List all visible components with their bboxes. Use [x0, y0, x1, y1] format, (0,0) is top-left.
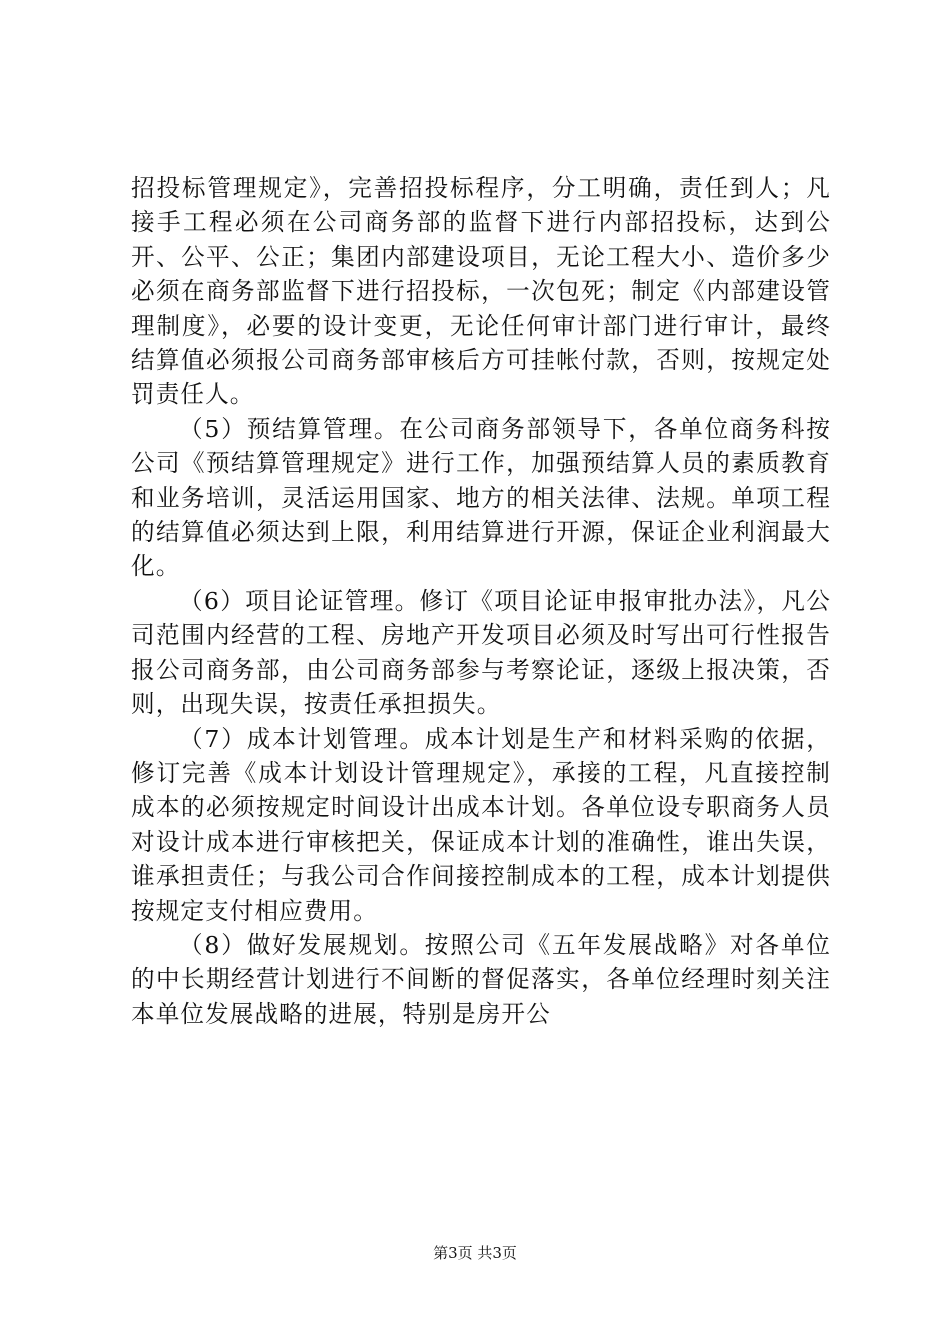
document-body: [131, 171, 831, 1031]
paragraph-project-appraisal: （6）项目论证管理。修订《项目论证申报审批办法》，凡公司范围内经营的工程、房地产开发项目必须及时写出可行性报告报公司商务部，由公司商务部参与考察论证，逐级上报决策，否则，出现失误，按责任承担损失。: [131, 586, 831, 719]
paragraph-budget-settlement: （5）预结算管理。在公司商务部领导下，各单位商务科按公司《预结算管理规定》进行工作，加强预结算人员的素质教育和业务培训，灵活运用国家、地方的相关法律、法规。单项工程的结算值必须达到上限，利用结算进行开源，保证企业利润最大化。: [131, 414, 831, 581]
paragraph-development-plan: （8）做好发展规划。按照公司《五年发展战略》对各单位的中长期经营计划进行不间断的督促落实，各单位经理时刻关注本单位发展战略的进展，特别是房开公: [131, 930, 831, 1028]
paragraph-continuation: 招投标管理规定》，完善招投标程序，分工明确，责任到人；凡接手工程必须在公司商务部的监督下进行内部招投标，达到公开、公平、公正；集团内部建设项目，无论工程大小、造价多少必须在商务部监督下进行招投标，一次包死；制定《内部建设管理制度》，必要的设计变更，无论任何审计部门进行审计，最终结算值必须报公司商务部审核后方可挂帐付款，否则，按规定处罚责任人。: [131, 174, 831, 409]
page-footer: 第3页 共3页: [433, 1244, 517, 1262]
paragraph-cost-plan: （7）成本计划管理。成本计划是生产和材料采购的依据，修订完善《成本计划设计管理规定》，承接的工程，凡直接控制成本的必须按规定时间设计出成本计划。各单位设专职商务人员对设计成本进行审核把关，保证成本计划的准确性，谁出失误，谁承担责任；与我公司合作间接控制成本的工程，成本计划提供按规定支付相应费用。: [131, 724, 831, 925]
